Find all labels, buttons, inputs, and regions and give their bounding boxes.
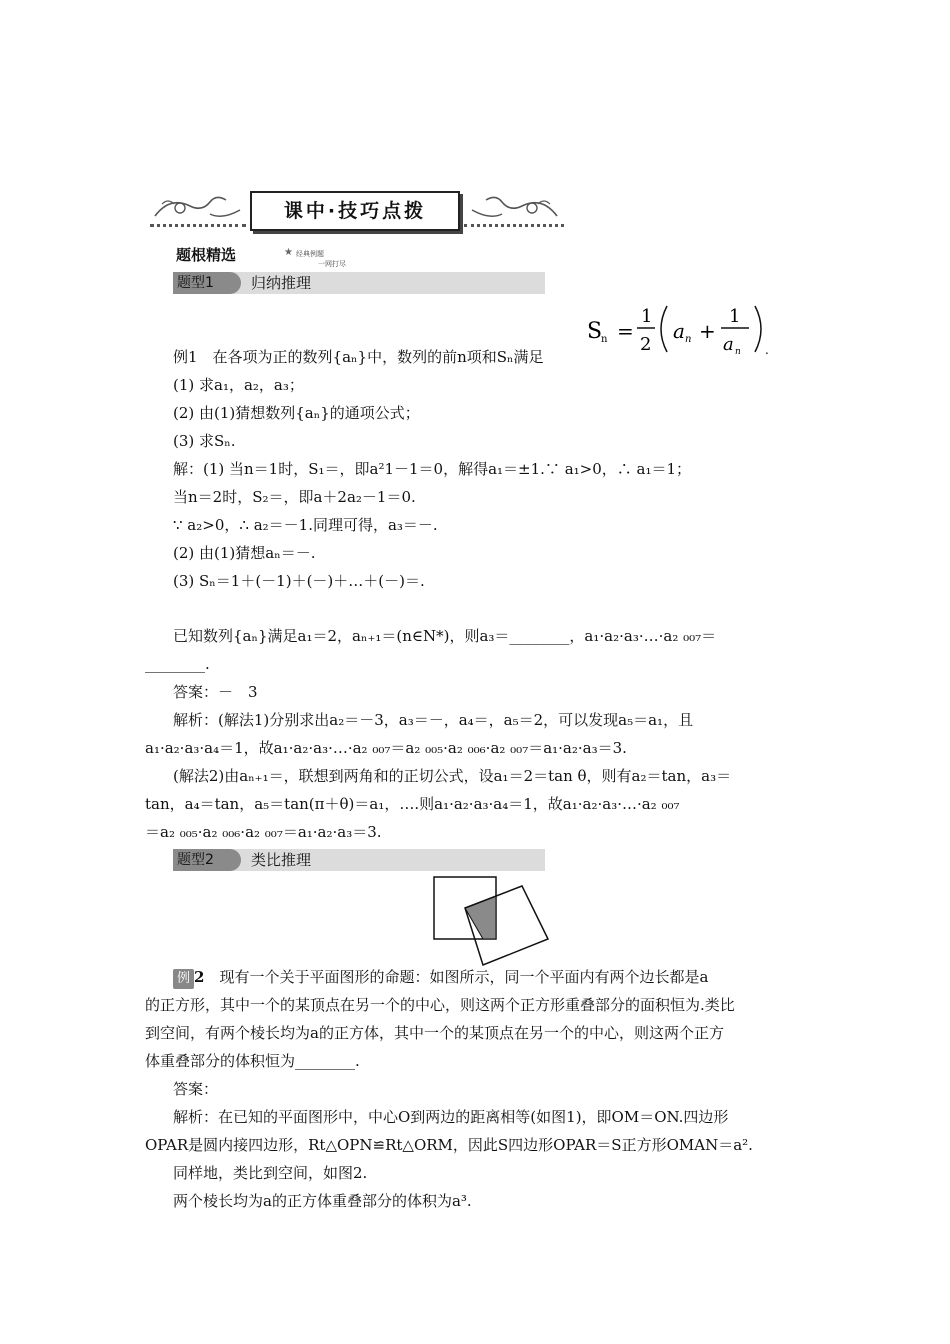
practice1-analysis2: a₁·a₂·a₃·a₄＝1，故a₁·a₂·a₃·…·a₂ ₀₀₇＝a₂ ₀₀₅·a₂ ₀₀₆·a₂ ₀₀₇＝a₁·a₂·a₃＝3. [145, 739, 627, 757]
svg-text:.: . [765, 343, 769, 357]
type2-label: 类比推理 [251, 851, 312, 869]
example2-line2: 的正方形，其中一个的某顶点在另一个的中心，则这两个正方形重叠部分的面积恒为.类比 [145, 996, 735, 1014]
practice1-analysis5: ＝a₂ ₀₀₅·a₂ ₀₀₆·a₂ ₀₀₇＝a₁·a₂·a₃＝3. [145, 823, 382, 841]
svg-text:=: = [617, 319, 634, 343]
overlapping-squares-figure [430, 873, 554, 969]
svg-text:n: n [601, 334, 608, 345]
practice1-analysis1: 解析：(解法1)分别求出a₂＝－3，a₃＝－，a₄＝，a₅＝2，可以发现a₅＝a₁，且 [173, 711, 694, 729]
banner-left-dots [150, 224, 246, 227]
sn-formula [585, 300, 775, 358]
example2-line1-text: 现有一个关于平面图形的命题：如图所示，同一个平面内有两个边长都是a [219, 968, 709, 986]
example2-analysis4: 两个棱长均为a的正方体重叠部分的体积为a³. [173, 1192, 472, 1210]
example2-line4: 体重叠部分的体积恒为________. [145, 1052, 360, 1070]
example2-line1 [173, 967, 708, 989]
svg-text:2: 2 [640, 334, 652, 355]
type1-label: 归纳推理 [251, 274, 312, 292]
section-sub2: 一网打尽 [318, 260, 346, 268]
example1-sol2: 当n＝2时，S₂＝，即a＋2a₂－1＝0. [173, 488, 416, 506]
banner-right-dots [464, 224, 564, 227]
practice1-line1: 已知数列{aₙ}满足a₁＝2，aₙ₊₁＝(n∈N*)，则a₃＝________，a₁·a₂·a₃·…·a₂ ₀₀₇＝ [173, 627, 717, 645]
type1-tag: 题型1 [173, 272, 241, 294]
example1-q1: (1) 求a₁，a₂，a₃； [173, 376, 304, 394]
example1-q2: (2) 由(1)猜想数列{aₙ}的通项公式； [173, 404, 420, 422]
section-banner: 课中·技巧点拨 [250, 191, 460, 231]
svg-text:a: a [723, 334, 734, 355]
type2-bar [173, 849, 545, 871]
example1-sol3: ∵ a₂>0，∴ a₂＝－1.同理可得，a₃＝－. [173, 516, 438, 534]
example1-sol1: 解：(1) 当n＝1时，S₁＝，即a²1－1＝0，解得a₁＝±1.∵ a₁>0，∴ a₁＝1； [173, 460, 692, 478]
example2-line3: 到空间，有两个棱长均为a的正方体，其中一个的某顶点在另一个的中心，则这两个正方 [145, 1024, 724, 1042]
example2-num: 2 [194, 968, 205, 986]
section-sub1: 经典例题 [296, 250, 324, 258]
type1-bar [173, 272, 545, 294]
svg-text:a: a [673, 319, 685, 343]
example-badge: 例 [173, 969, 194, 989]
example2-analysis1: 解析：在已知的平面图形中，中心O到两边的距离相等(如图1)，即OM＝ON.四边形 [173, 1108, 729, 1126]
practice1-answer: 答案：－ 3 [173, 683, 258, 701]
svg-text:1: 1 [729, 306, 741, 327]
type2-tag: 题型2 [173, 849, 241, 871]
example1-sol5: (3) Sₙ＝1＋(－1)＋(－)＋…＋(－)＝. [173, 572, 425, 590]
section-heading-star-icon: ★ [284, 247, 293, 258]
example2-analysis3: 同样地，类比到空间，如图2. [173, 1164, 368, 1182]
section-heading-text: 题根精选 [176, 246, 237, 264]
svg-text:+: + [699, 319, 716, 343]
svg-text:S: S [587, 319, 603, 344]
svg-text:n: n [685, 334, 692, 345]
left-ornament-icon [150, 190, 246, 224]
svg-text:1: 1 [641, 306, 653, 327]
example2-answer: 答案： [173, 1080, 219, 1098]
example1-sol4: (2) 由(1)猜想aₙ＝－. [173, 544, 316, 562]
practice1-analysis3: (解法2)由aₙ₊₁＝，联想到两角和的正切公式，设a₁＝2＝tan θ，则有a₂＝tan，a₃＝ [173, 767, 732, 785]
example1-q3: (3) 求Sₙ. [173, 432, 236, 450]
svg-text:n: n [735, 347, 741, 357]
section-heading [176, 245, 236, 265]
practice1-line2: ________. [145, 655, 210, 673]
example1-stem: 例1 在各项为正的数列{aₙ}中，数列的前n项和Sₙ满足 [173, 348, 544, 366]
practice1-analysis4: tan，a₄＝tan，a₅＝tan(π＋θ)＝a₁，….则a₁·a₂·a₃·a₄＝1，故a₁·a₂·a₃·…·a₂ ₀₀₇ [145, 795, 680, 813]
right-ornament-icon [466, 190, 562, 224]
example2-analysis2: OPAR是圆内接四边形，Rt△OPN≌Rt△ORM，因此S四边形OPAR＝S正方形OMAN＝a². [145, 1136, 753, 1154]
